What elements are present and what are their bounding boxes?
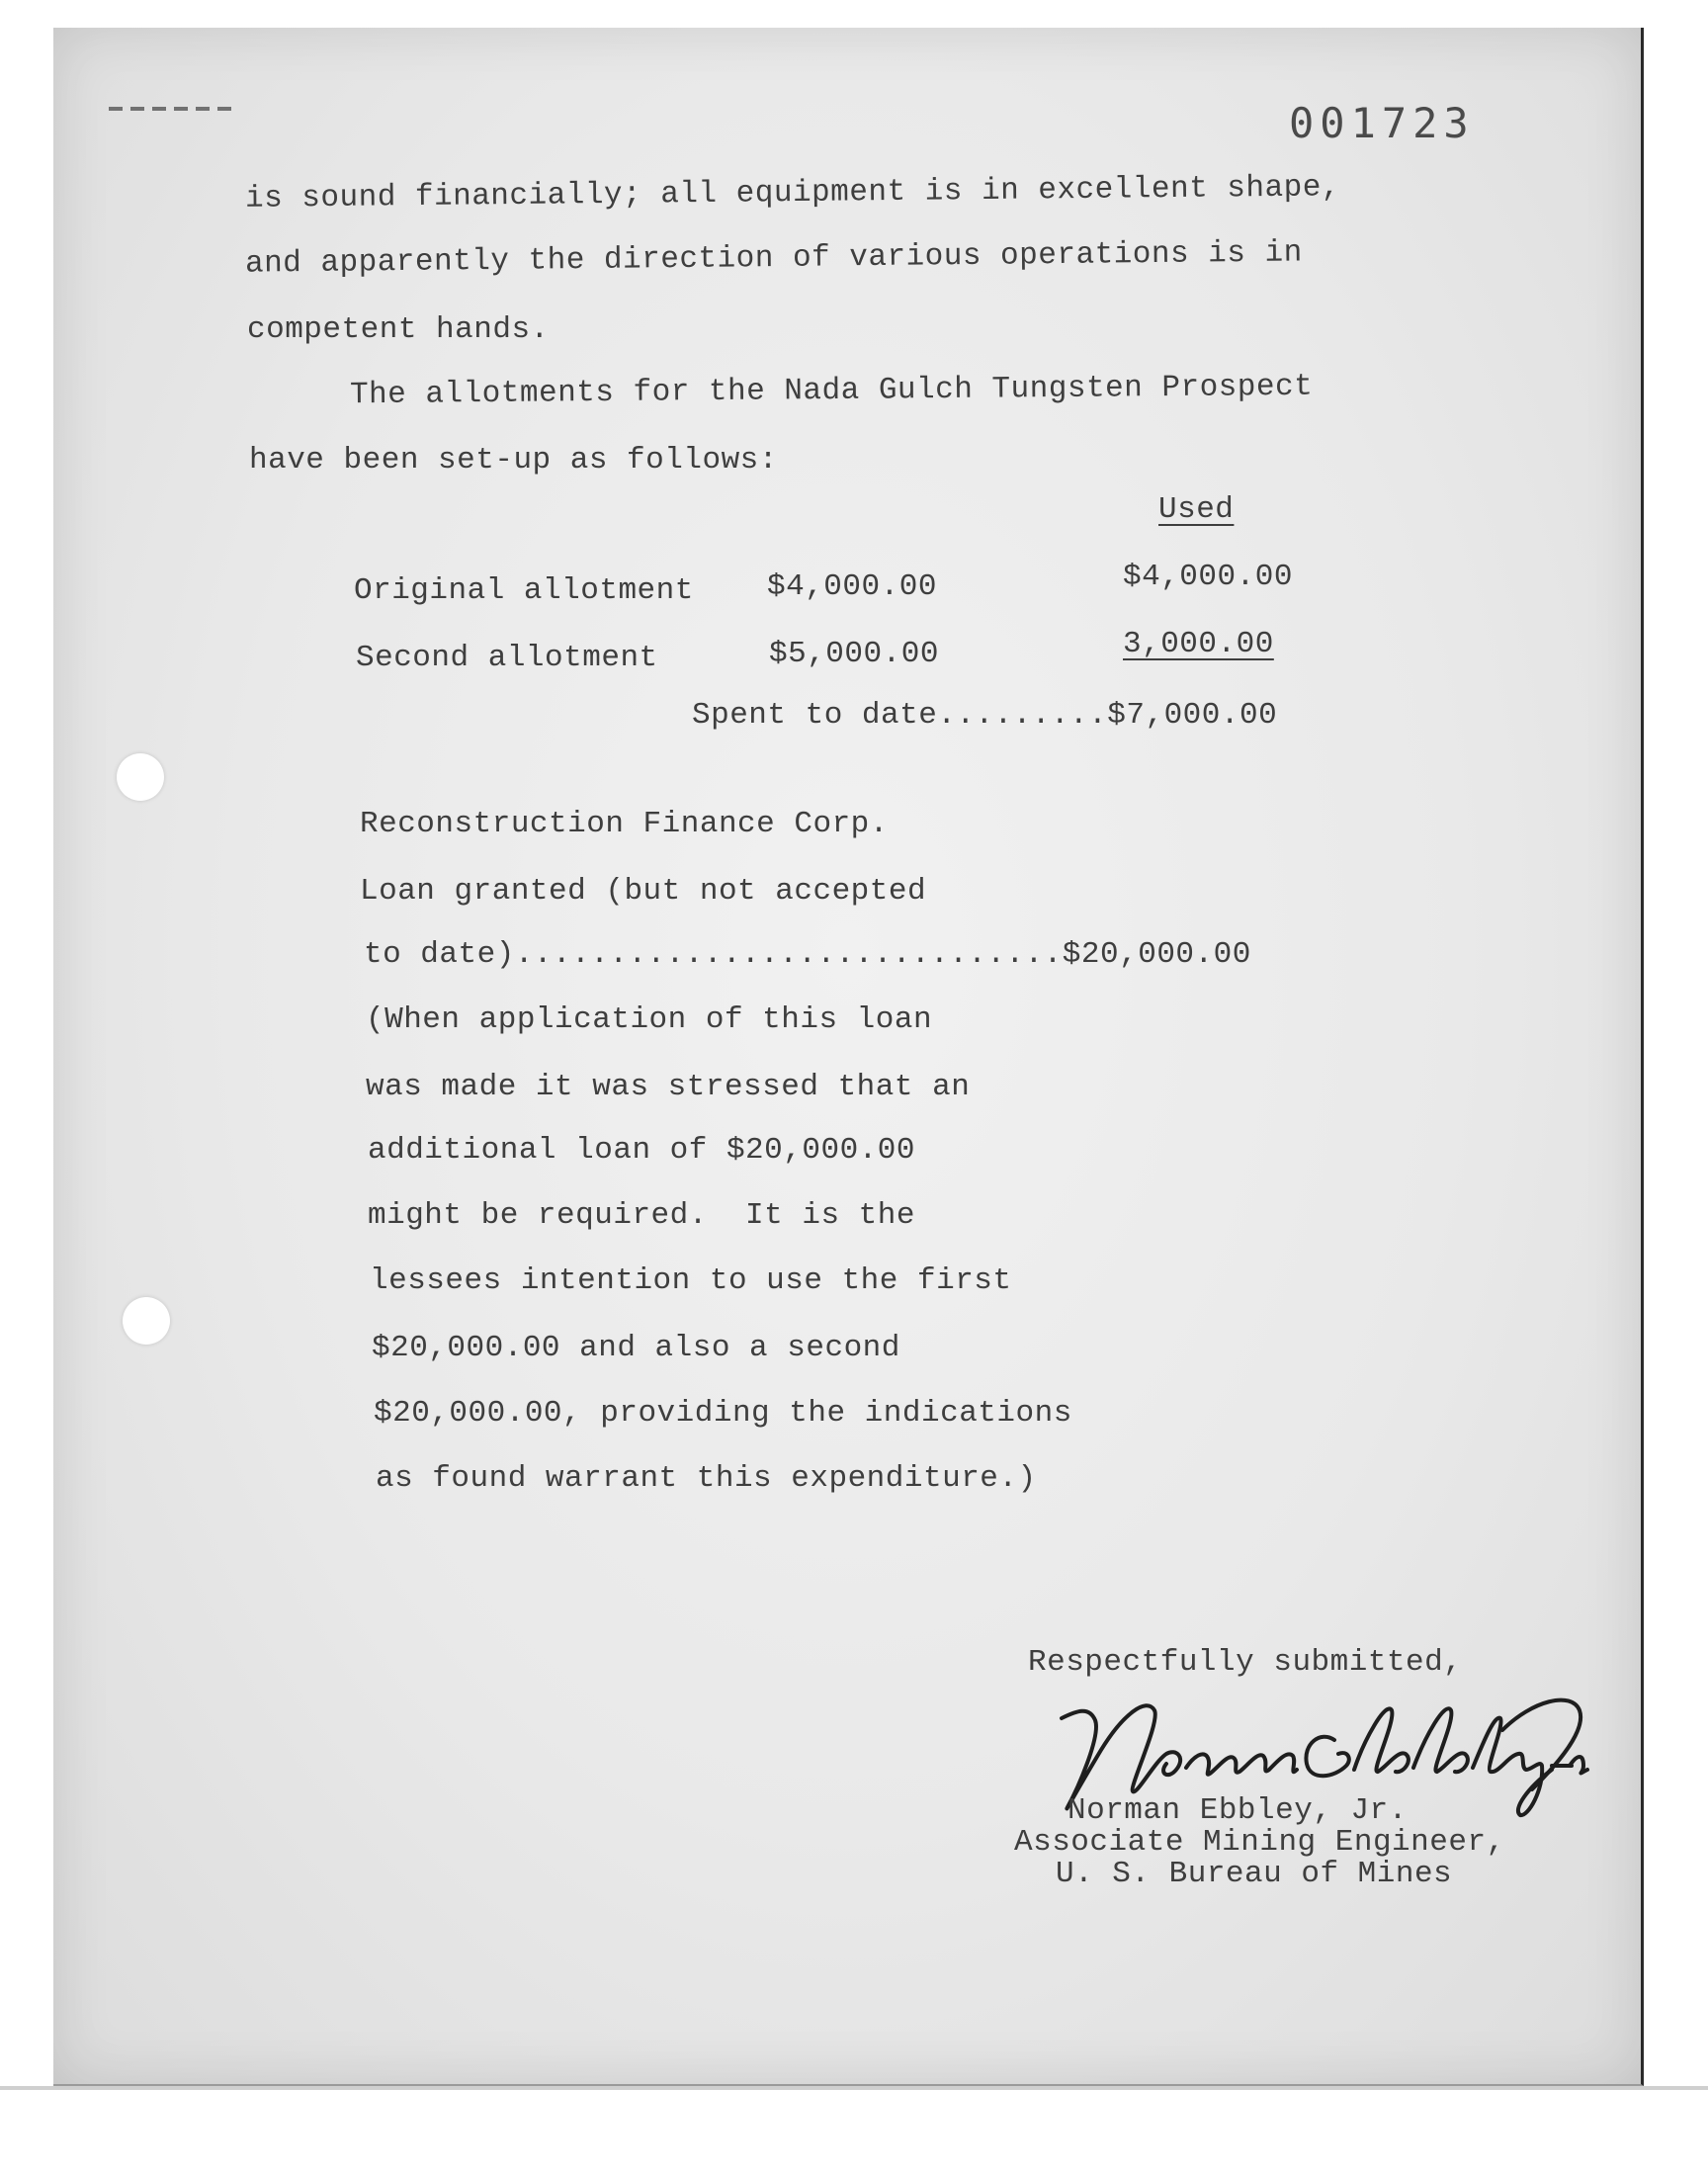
signer-name: Norman Ebbley, Jr. xyxy=(1068,1793,1408,1828)
note-line: lessees intention to use the first xyxy=(370,1263,1012,1298)
paragraph-line: The allotments for the Nada Gulch Tungsten Prospect xyxy=(349,369,1314,413)
signer-organization: U. S. Bureau of Mines xyxy=(1056,1857,1453,1891)
scan-edge xyxy=(0,2086,1708,2090)
allotment-used: 3,000.00 xyxy=(1123,627,1274,661)
rfc-line: Loan granted (but not accepted xyxy=(360,874,927,909)
closing-salutation: Respectfully submitted, xyxy=(1028,1645,1463,1680)
page-number-stamp: 001723 xyxy=(1289,99,1475,147)
allotment-amount: $4,000.00 xyxy=(767,569,937,604)
allotment-used: $4,000.00 xyxy=(1123,560,1293,594)
note-line: $20,000.00 and also a second xyxy=(372,1331,900,1365)
paragraph-line: competent hands. xyxy=(247,312,550,347)
note-line: additional loan of $20,000.00 xyxy=(368,1133,915,1168)
allotment-label: Original allotment xyxy=(354,573,694,608)
paragraph-line: is sound financially; all equipment is in excellent shape, xyxy=(244,170,1341,217)
note-line: might be required. It is the xyxy=(368,1198,915,1233)
note-line: was made it was stressed that an xyxy=(366,1070,971,1104)
paragraph-line: and apparently the direction of various operations is in xyxy=(244,235,1303,282)
rfc-line: Reconstruction Finance Corp. xyxy=(360,807,889,841)
used-column-header: Used xyxy=(1158,492,1235,527)
note-line: as found warrant this expenditure.) xyxy=(376,1461,1037,1496)
paragraph-line: have been set-up as follows: xyxy=(249,443,778,478)
note-line: (When application of this loan xyxy=(366,1002,933,1037)
signer-title: Associate Mining Engineer, xyxy=(1014,1825,1505,1860)
header-mark xyxy=(109,107,233,111)
rfc-line: to date).............................$20,000.00 xyxy=(364,937,1251,972)
allotment-amount: $5,000.00 xyxy=(769,637,939,671)
punch-hole xyxy=(117,753,164,801)
spent-to-date: Spent to date.........$7,000.00 xyxy=(692,698,1278,733)
allotment-label: Second allotment xyxy=(356,641,658,675)
note-line: $20,000.00, providing the indications xyxy=(374,1396,1072,1431)
punch-hole xyxy=(123,1297,170,1345)
